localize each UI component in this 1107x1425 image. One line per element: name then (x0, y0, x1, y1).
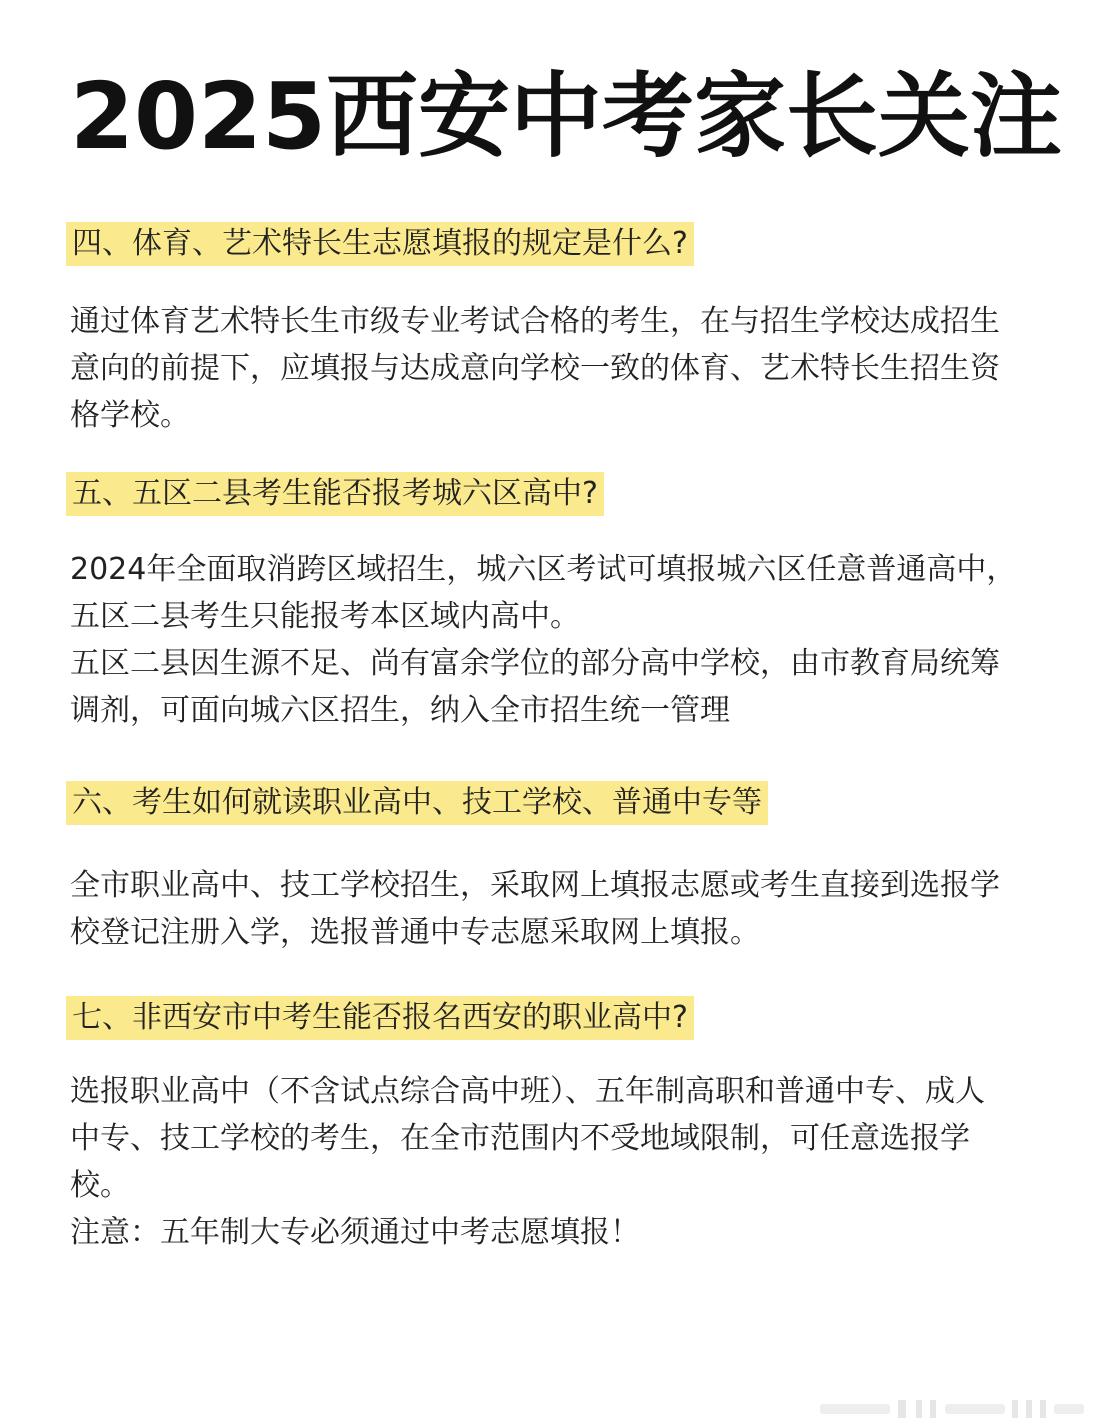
body-line: 校。 (70, 1168, 130, 1203)
body-line: 中专、技工学校的考生，在全市范围内不受地域限制，可任意选报学 (70, 1121, 970, 1156)
body-line: 选报职业高中（不含试点综合高中班）、五年制高职和普通中专、成人 (70, 1074, 985, 1109)
body-line: 2024年全面取消跨区域招生，城六区考试可填报城六区任意普通高中， (70, 552, 1017, 587)
section-body-5 (70, 546, 1055, 734)
body-line: 全市职业高中、技工学校招生，采取网上填报志愿或考生直接到选报学 (70, 868, 1000, 903)
section-heading-4: 四、体育、艺术特长生志愿填报的规定是什么? (66, 222, 694, 266)
body-line: 通过体育艺术特长生市级专业考试合格的考生，在与招生学校达成招生 (70, 304, 1000, 339)
body-line: 五区二县因生源不足、尚有富余学位的部分高中学校，由市教育局统筹 (70, 646, 1000, 681)
section-heading-6: 六、考生如何就读职业高中、技工学校、普通中专等 (66, 781, 768, 825)
body-line: 意向的前提下，应填报与达成意向学校一致的体育、艺术特长生招生资 (70, 351, 1000, 386)
body-line: 注意：五年制大专必须通过中考志愿填报！ (70, 1215, 640, 1250)
body-line: 五区二县考生只能报考本区域内高中。 (70, 599, 580, 634)
body-line: 校登记注册入学，选报普通中专志愿采取网上填报。 (70, 915, 760, 950)
section-heading-7: 七、非西安市中考生能否报名西安的职业高中? (66, 996, 694, 1040)
body-line: 格学校。 (70, 398, 190, 433)
body-line: 调剂，可面向城六区招生，纳入全市招生统一管理 (70, 693, 730, 728)
section-body-7 (70, 1068, 1055, 1256)
section-body-6 (70, 862, 1055, 956)
section-body-4 (70, 298, 1055, 439)
page-title: 2025西安中考家长关注 (70, 63, 1063, 170)
watermark-graphic (820, 1400, 1085, 1420)
section-heading-5: 五、五区二县考生能否报考城六区高中? (66, 472, 604, 516)
